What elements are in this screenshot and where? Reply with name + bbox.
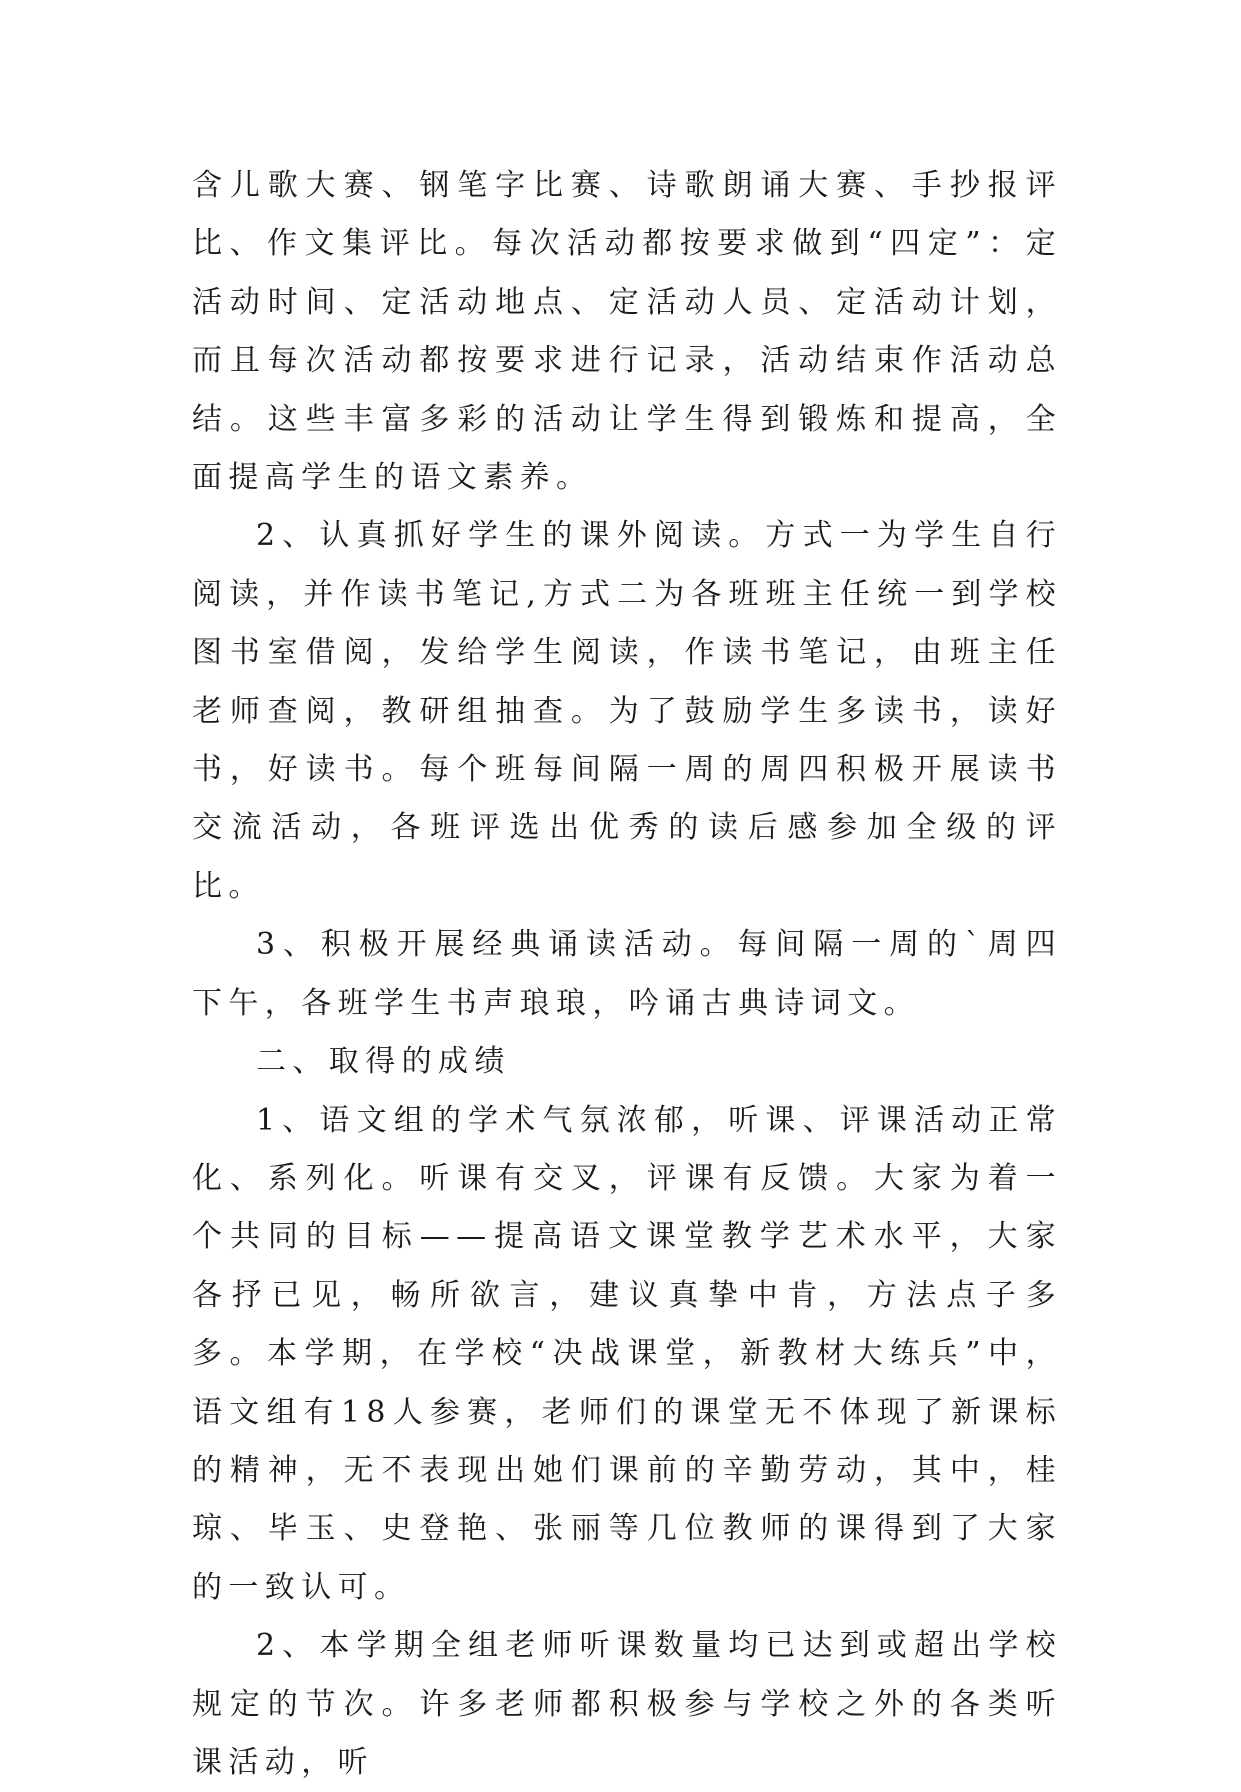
paragraph-activities-continued: 含儿歌大赛、钢笔字比赛、诗歌朗诵大赛、手抄报评比、作文集评比。每次活动都按要求做到“四定”：定活动时间、定活动地点、定活动人员、定活动计划，而且每次活动都按要求进行记录，活动结束作活动总结。这些丰富多彩的活动让学生得到锻炼和提高，全面提高学生的语文素养。	[192, 168, 1062, 496]
paragraph-classics-recitation: 3、积极开展经典诵读活动。每间隔一周的`周四下午，各班学生书声琅琅，吟诵古典诗词文。	[192, 927, 1062, 1021]
paragraph-lesson-observation: 2、本学期全组老师听课数量均已达到或超出学校规定的节次。许多老师都积极参与学校之外的各类听课活动，听	[192, 1628, 1062, 1780]
paragraph-extracurricular-reading: 2、认真抓好学生的课外阅读。方式一为学生自行阅读，并作读书笔记,方式二为各班班主任统一到学校图书室借阅，发给学生阅读，作读书笔记，由班主任老师查阅，教研组抽查。为了鼓励学生多读书，读好书，好读书。每个班每间隔一周的周四积极开展读书交流活动，各班评选出优秀的读后感参加全级的评比。	[192, 518, 1062, 904]
section-heading-achievements: 二、取得的成绩	[256, 1044, 511, 1080]
paragraph-academic-atmosphere: 1、语文组的学术气氛浓郁，听课、评课活动正常化、系列化。听课有交叉，评课有反馈。大家为着一个共同的目标——提高语文课堂教学艺术水平，大家各抒已见，畅所欲言，建议真挚中肯，方法点子多多。本学期，在学校“决战课堂，新教材大练兵”中，语文组有18人参赛，老师们的课堂无不体现了新课标的精神，无不表现出她们课前的辛勤劳动，其中，桂琼、毕玉、史登艳、张丽等几位教师的课得到了大家的一致认可。	[192, 1102, 1062, 1605]
document-body	[192, 157, 1062, 1792]
